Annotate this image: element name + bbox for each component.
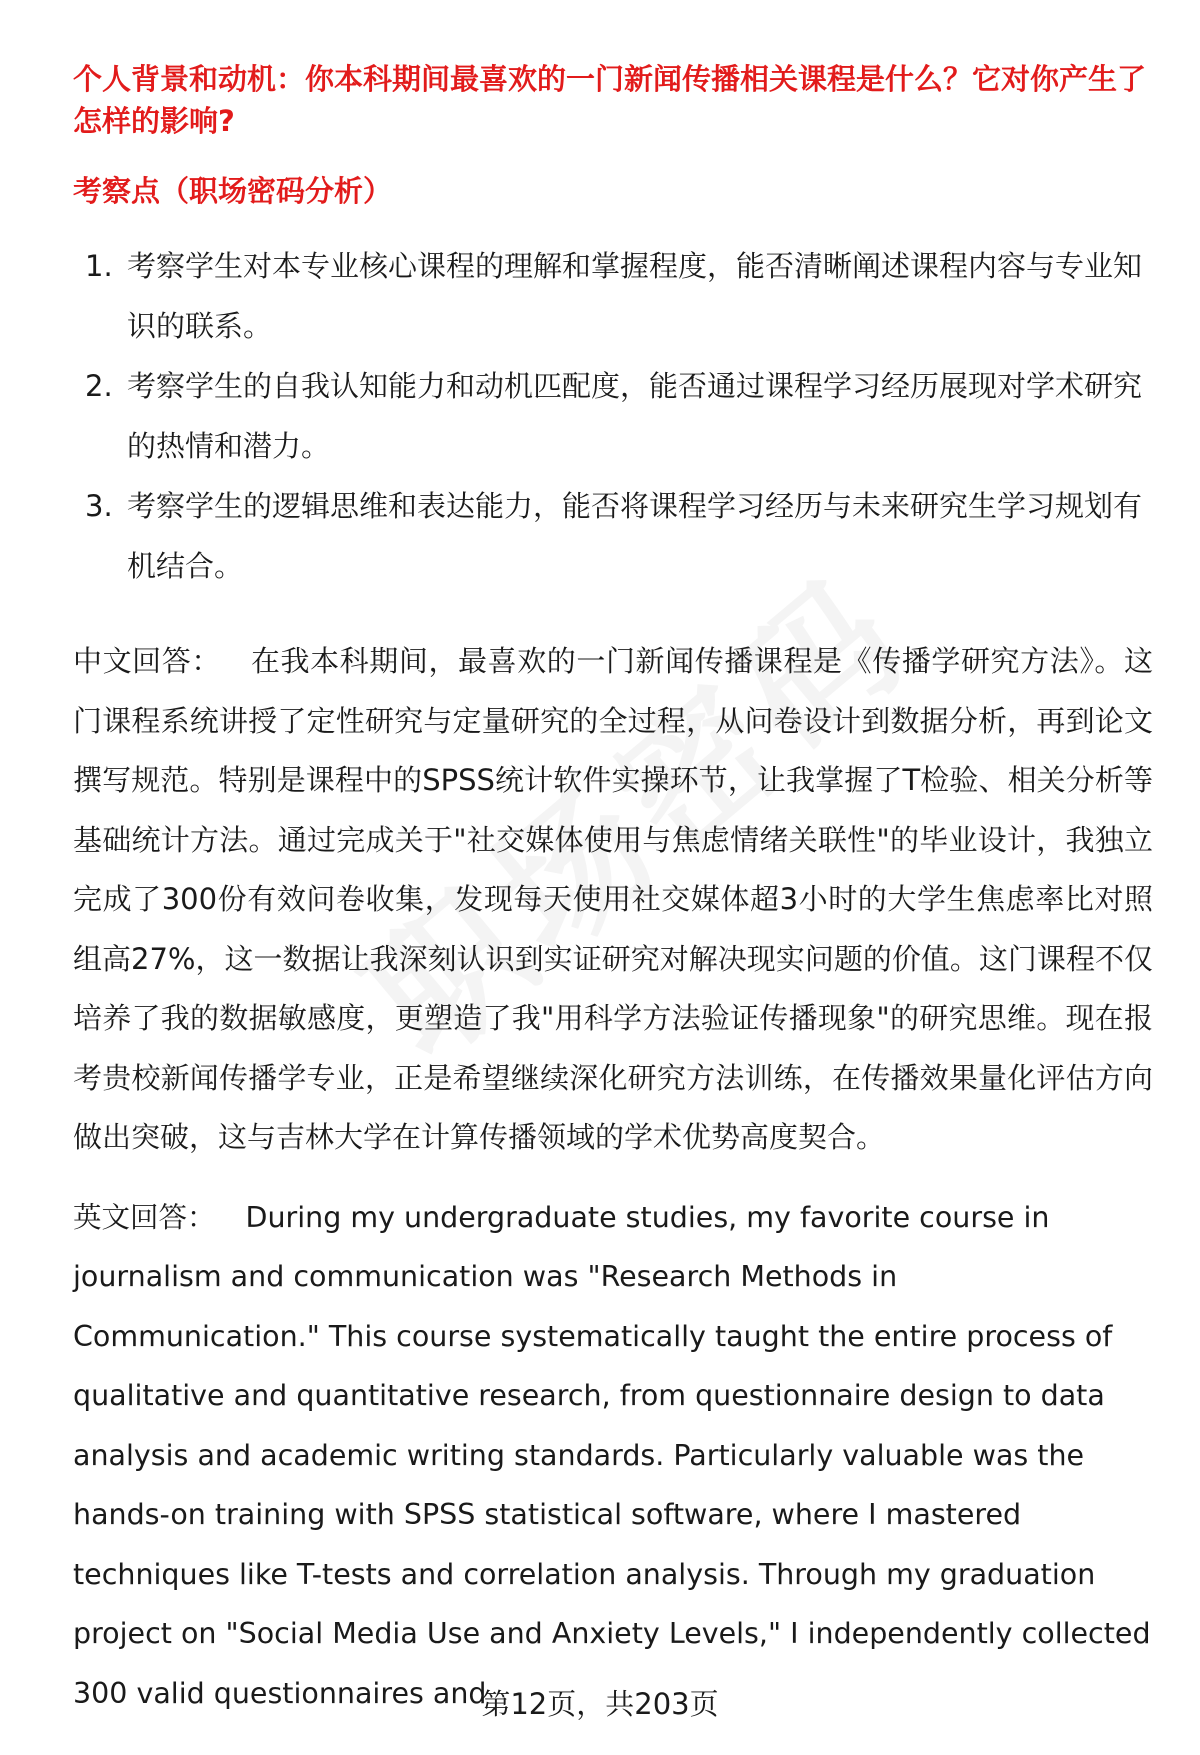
list-number: 3. xyxy=(85,489,113,523)
list-item-text: 考察学生的自我认知能力和动机匹配度，能否通过课程学习经历展现对学术研究的热情和潜力。 xyxy=(127,369,1143,463)
list-item xyxy=(73,356,1153,476)
english-answer-label: 英文回答： xyxy=(73,1200,216,1234)
chinese-answer-label: 中文回答： xyxy=(73,644,221,678)
list-item-text: 考察学生的逻辑思维和表达能力，能否将课程学习经历与未来研究生学习规划有机结合。 xyxy=(127,489,1143,583)
analysis-subheading: 考察点（职场密码分析） xyxy=(73,174,393,208)
chinese-answer xyxy=(73,632,1153,1168)
document-page xyxy=(73,58,1153,1723)
list-number: 1. xyxy=(85,249,113,283)
assessment-points-list xyxy=(73,236,1153,596)
english-answer xyxy=(73,1188,1153,1724)
page-number-footer: 第12页，共203页 xyxy=(481,1687,719,1721)
list-number: 2. xyxy=(85,369,113,403)
list-item xyxy=(73,236,1153,356)
list-item-text: 考察学生对本专业核心课程的理解和掌握程度，能否清晰阐述课程内容与专业知识的联系。 xyxy=(127,249,1143,343)
list-item xyxy=(73,476,1153,596)
question-heading: 个人背景和动机：你本科期间最喜欢的一门新闻传播相关课程是什么？它对你产生了怎样的影响? xyxy=(73,62,1147,138)
chinese-answer-text: 在我本科期间，最喜欢的一门新闻传播课程是《传播学研究方法》。这门课程系统讲授了定性研究与定量研究的全过程，从问卷设计到数据分析，再到论文撰写规范。特别是课程中的SPSS统计软件实操环节，让我掌握了T检验、相关分析等基础统计方法。通过完成关于"社交媒体使用与焦虑情绪关联性"的毕业设计，我独立完成了300份有效问卷收集，发现每天使用社交媒体超3小时的大学生焦虑率比对照组高27%，这一数据让我深刻认识到实证研究对解决现实问题的价值。这门课程不仅培养了我的数据敏感度，更塑造了我"用科学方法验证传播现象"的研究思维。现在报考贵校新闻传播学专业，正是希望继续深化研究方法训练，在传播效果量化评估方向做出突破，这与吉林大学在计算传播领域的学术优势高度契合。 xyxy=(73,644,1153,1154)
english-answer-text: During my undergraduate studies, my favorite course in journalism and communication was "Research Methods in Communication." This course systematically taught the entire process of qualitative and quantitative research, from questionnaire design to data analysis and academic writing standards. Particularly valuable was the hands-on training with SPSS statistical software, where I mastered techniques like T-tests and correlation analysis. Through my graduation project on "Social Media Use and Anxiety Levels," I independently collected 300 valid questionnaires and xyxy=(73,1200,1151,1710)
